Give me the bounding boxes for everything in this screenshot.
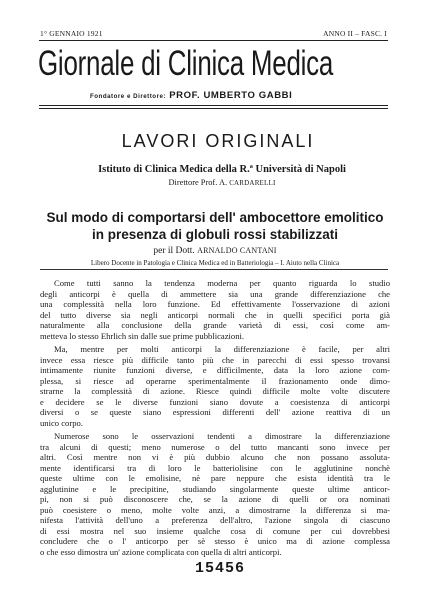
journal-title: Giornale di Clinica Medica [38,44,334,83]
body-line: di essi mostra nel suo insieme qualche cosa di comune per cui dovrebbesi [40,525,390,536]
director-prefix: Direttore Prof. A. [168,178,228,187]
body-line: queste ultime con le emolisine, nè pare neppure che esista identità tra le [40,473,390,483]
issue-date: 1° GENNAIO 1921 [40,29,103,38]
body-line: diversi o se queste siano espressioni differenti dell' azione reattiva di un [40,407,390,417]
director-line [62,178,382,187]
body-line: tra alcuni di questi; meno numerose o del tutto mancanti sono invece per [40,441,390,452]
body-line: agglutinine e le precipitine, studiando singolarmente queste ultime anticor- [40,483,390,494]
body-line: può coesistere o meno, molte volte anzi, a dimostrarne la differenza si ma- [40,504,390,515]
founders-line [90,90,292,101]
article-title-line-2: in presenza di globuli rossi stabilizzati [91,227,339,242]
body-line: mente identificarsi tra di loro le batteriolisine con le agglutinine nonchè [40,462,390,473]
issue-number: ANNO II – FASC. I [323,29,387,38]
body-line: Numerose sono le osservazioni tendenti a dimostrare la differenziazione [54,431,390,441]
body-line: o che esso dimostra un' azione complicata con quella di altri anticorpi. [40,546,282,557]
author-affiliation: Libero Docente in Patologia e Clinica Medica ed in Batteriologia – I. Aiuto nella Clinica [90,259,340,267]
body-line: naturalmente alla conclusione della grande varietà di essi, così come am- [40,320,390,330]
author-line [40,246,390,256]
author-name: ARNALDO CANTANI [197,246,277,255]
article-title-line-1: Sul modo di comportarsi dell' ambocettore emolitico [46,210,384,225]
body-line: del tutto diverse sia negli anticorpi normali che in quelli specifici porta già [40,309,390,320]
affiliation-rule [40,269,388,270]
body-line: plessa, si riesce ad operarne sperimentalmente il frazionamento onde dimo- [40,375,390,386]
body-line: e decidere se le diverse funzioni siano dovute a coesistenza di anticorpi [40,396,390,407]
institute-name: Istituto di Clinica Medica della R.ª Università di Napoli [98,164,346,175]
author-prefix: per il Dott. [153,246,195,256]
body-line: metteva lo stesso Ehrlich sin dalle sue prime pubblicazioni. [40,330,245,341]
body-line: altri. Così mentre non vi è più dubbio alcuno che non possano assoluta- [40,452,390,462]
founders-label: Fondatore e Direttore: [90,93,166,100]
body-line: strarne la complessità di azione. Riesce quindi difficile molte volte discutere [40,386,390,396]
section-title: LAVORI ORIGINALI [121,131,315,151]
body-line: Come tutti sanno la tendenza moderna per quanto riguarda lo studio [54,278,390,288]
page-number-stamp: 15456 [195,560,246,577]
body-line: degli anticorpi è quella di ammettere sia una grande differenziazione che [40,288,390,299]
article-body [40,278,390,557]
founders-name: PROF. UMBERTO GABBI [169,90,293,101]
director-name: CARDARELLI [229,179,276,187]
body-line: concludere che o l' anticorpo per sè stesso è unico ma di azione complessa [40,536,390,546]
body-line: nifesta l'attività dell'uno a preferenza dell'altro, l'azione singola di ciascuno [40,515,390,525]
body-line: una complessità nella loro funzione. Ed effettivamente l'osservazione di azioni [40,299,390,309]
body-line: pi, non si può disconoscere che, se la azione di quelli or ora nominati [40,494,390,504]
body-line: intimamente riunite funzioni diverse, e difficilmente, data la loro azione com- [40,365,390,375]
body-line: Ma, mentre per molti anticorpi la differenziazione è facile, per altri [54,344,390,354]
masthead-double-rule [39,105,388,109]
header-rule [39,40,388,41]
body-line: invece essa riesce più difficile tanto più che in parecchi di essi spesso trovansi [40,354,390,365]
body-line: unico corpo. [40,417,83,428]
